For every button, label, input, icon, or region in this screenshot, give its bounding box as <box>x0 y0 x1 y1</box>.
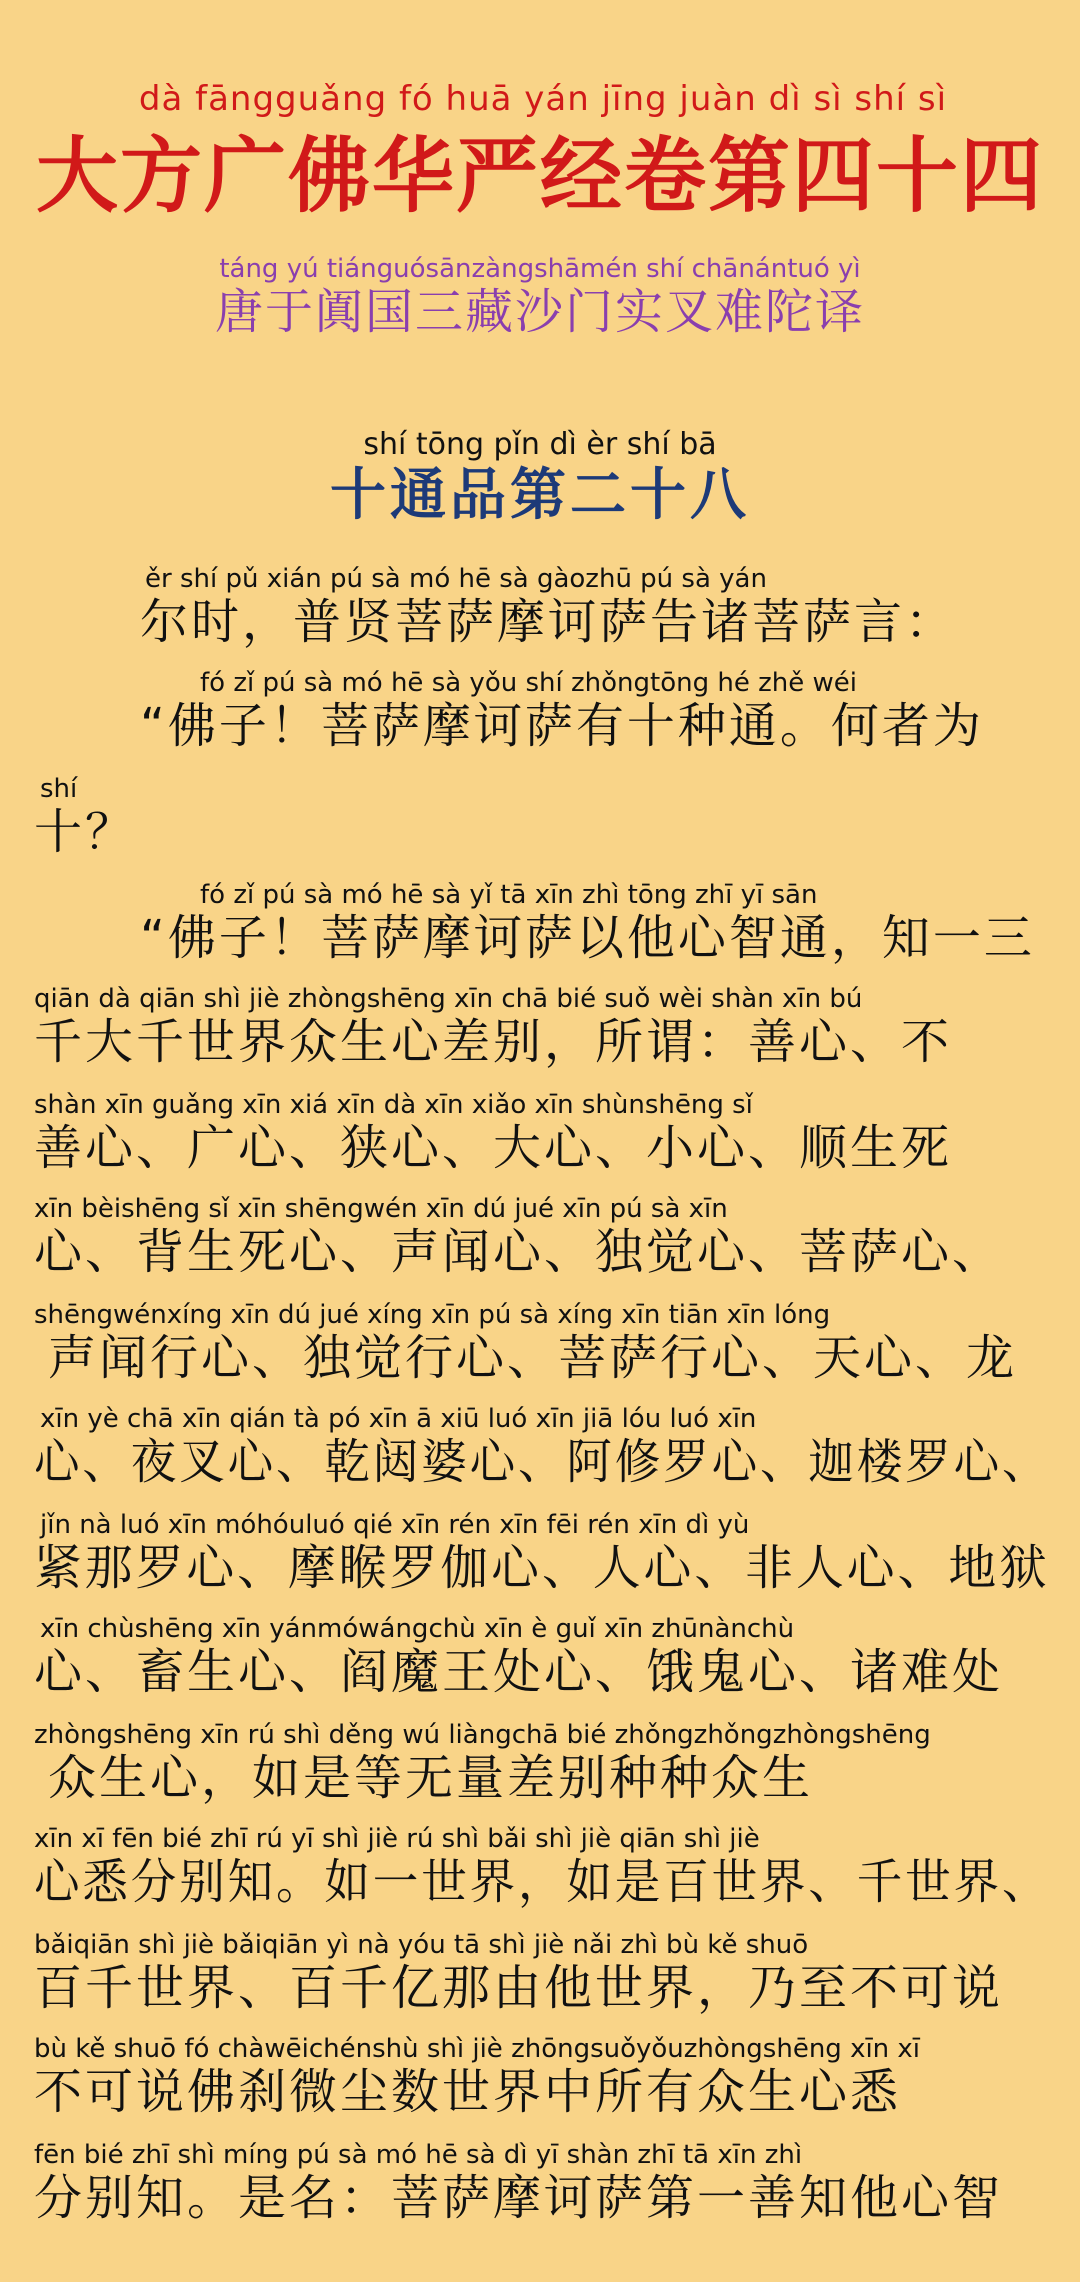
line-pinyin: fó zǐ pú sà mó hē sà yǐ tā xīn zhì tōng zhī yī sān <box>200 880 818 910</box>
line-pinyin: xīn bèishēng sǐ xīn shēngwén xīn dú jué xīn pú sà xīn <box>34 1194 728 1224</box>
line-text: 千大千世界众生心差别，所谓：善心、不 <box>34 1014 953 1070</box>
line-text: “佛子！菩萨摩诃萨有十种通。何者为 <box>140 698 984 754</box>
line-text: 尔时，普贤菩萨摩诃萨告诸菩萨言： <box>140 594 957 650</box>
line-pinyin: shí <box>40 774 78 804</box>
line-text: 众生心，如是等无量差别种种众生 <box>48 1750 814 1806</box>
line-text: 十？ <box>34 804 137 860</box>
chapter-title: 十通品第二十八 <box>330 463 750 528</box>
line-text: 紧那罗心、摩睺罗伽心、人心、非人心、地狱 <box>34 1540 1050 1596</box>
scripture-title: 大方广佛华严经卷第四十四 <box>35 129 1044 224</box>
line-text: 声闻行心、独觉行心、菩萨行心、天心、龙 <box>48 1330 1018 1386</box>
chapter-pinyin: shí tōng pǐn dì èr shí bā <box>363 427 717 462</box>
translator-line: 唐于阗国三藏沙门实叉难陀译 <box>214 284 865 340</box>
line-pinyin: xīn yè chā xīn qián tà pó xīn ā xiū luó xīn jiā lóu luó xīn <box>40 1404 757 1434</box>
line-pinyin: jǐn nà luó xīn móhóuluó qié xīn rén xīn fēi rén xīn dì yù <box>40 1510 750 1540</box>
translator-pinyin: táng yú tiánguósānzàngshāmén shí chānántuó yì <box>219 254 861 284</box>
line-text: 百千世界、百千亿那由他世界，乃至不可说 <box>34 1960 1004 2016</box>
line-text: 心、夜叉心、乾闼婆心、阿修罗心、迦楼罗心、 <box>34 1434 1051 1490</box>
line-text: “佛子！菩萨摩诃萨以他心智通，知一三 <box>140 910 1035 966</box>
line-pinyin: shēngwénxíng xīn dú jué xíng xīn pú sà xíng xīn tiān xīn lóng <box>34 1300 831 1330</box>
line-pinyin: qiān dà qiān shì jiè zhòngshēng xīn chā bié suǒ wèi shàn xīn bú <box>34 984 863 1014</box>
title-pinyin: dà fāngguǎng fó huā yán jīng juàn dì sì shí sì <box>138 79 948 119</box>
line-text: 心悉分别知。如一世界，如是百世界、千世界、 <box>34 1854 1051 1910</box>
line-pinyin: fēn bié zhī shì míng pú sà mó hē sà dì yī shàn zhī tā xīn zhì <box>34 2140 803 2170</box>
line-pinyin: fó zǐ pú sà mó hē sà yǒu shí zhǒngtōng hé zhě wéi <box>200 668 857 698</box>
line-text: 善心、广心、狭心、大心、小心、顺生死 <box>34 1120 953 1176</box>
line-pinyin: ěr shí pǔ xián pú sà mó hē sà gàozhū pú sà yán <box>145 564 767 594</box>
line-text: 分别知。是名：菩萨摩诃萨第一善知他心智 <box>34 2170 1004 2226</box>
line-text: 心、背生死心、声闻心、独觉心、菩萨心、 <box>34 1224 1004 1280</box>
line-pinyin: shàn xīn guǎng xīn xiá xīn dà xīn xiǎo xīn shùnshēng sǐ <box>34 1090 753 1120</box>
line-pinyin: bǎiqiān shì jiè bǎiqiān yì nà yóu tā shì jiè nǎi zhì bù kě shuō <box>34 1930 809 1960</box>
line-pinyin: xīn xī fēn bié zhī rú yī shì jiè rú shì bǎi shì jiè qiān shì jiè <box>34 1824 760 1854</box>
line-pinyin: xīn chùshēng xīn yánmówángchù xīn è guǐ xīn zhūnànchù <box>40 1614 795 1644</box>
line-pinyin: bù kě shuō fó chàwēichénshù shì jiè zhōngsuǒyǒuzhòngshēng xīn xī <box>34 2034 921 2064</box>
line-text: 心、畜生心、阎魔王处心、饿鬼心、诸难处 <box>34 1644 1004 1700</box>
line-pinyin: zhòngshēng xīn rú shì děng wú liàngchā bié zhǒngzhǒngzhòngshēng <box>34 1720 931 1750</box>
line-text: 不可说佛刹微尘数世界中所有众生心悉 <box>34 2064 902 2120</box>
